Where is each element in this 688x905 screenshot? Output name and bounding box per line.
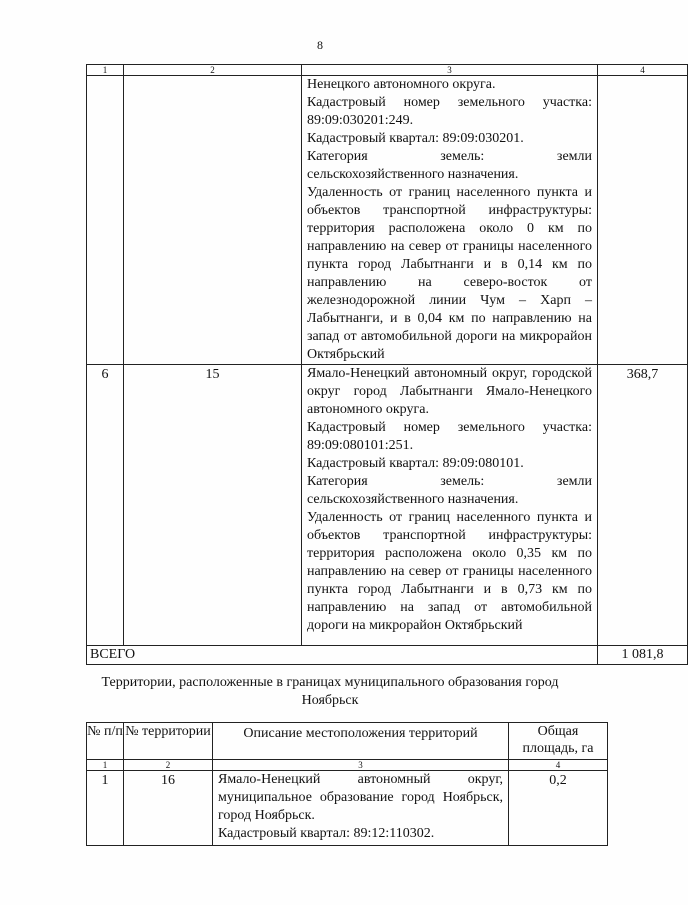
header-description: Описание местоположения территорий <box>213 723 509 760</box>
territories-table-noyabrsk <box>86 722 608 846</box>
header-num: № п/п <box>87 723 124 760</box>
col-number: 4 <box>598 65 688 76</box>
column-numbers-row <box>87 760 608 771</box>
territories-table-continued <box>86 64 688 665</box>
territory-description: Ямало-Ненецкий автономный округ, городской округ город Лабытнанги Ямало-Ненецкого автономного округа. Кадастровый номер земельного участка: 89:09:080101:251. Кадастровый квартал: 89:09:080101. Категория земель: земли сельскохозяйственного назначения. Удаленность от границ населенного пункта и объектов транспортной инфраструктуры: территория расположена около 0,35 км по направлению на север от границы населенного пункта город Лабытнанги и в 0,73 км по направлению на запад от автомобильной дороги на микрорайон Октябрьский <box>302 365 598 646</box>
col-number: 2 <box>124 65 302 76</box>
header-territory: № территории <box>124 723 213 760</box>
page-number: 8 <box>317 38 323 52</box>
total-row <box>87 646 688 665</box>
territory-description: Ненецкого автономного округа. Кадастровый номер земельного участка: 89:09:030201:249. Кадастровый квартал: 89:09:030201. Категория земель: земли сельскохозяйственного назначения. Удаленность от границ населенного пункта и объектов транспортной инфраструктуры: территория расположена около 0 км по направлению на север от границы населенного пункта город Лабытнанги и в 0,14 км по направлению на северо-восток от железнодорожной линии Чум – Харп – Лабытнанги, и в 0,04 км по направлению на запад от автомобильной дороги на микрорайон Октябрьский <box>302 76 598 365</box>
territory-number: 15 <box>124 365 302 646</box>
table-row <box>87 771 608 846</box>
header-row <box>87 723 608 760</box>
table-row <box>87 365 688 646</box>
col-number: 2 <box>124 760 213 771</box>
row-number: 6 <box>87 365 124 646</box>
territory-description: Ямало-Ненецкий автономный округ, муниципальное образование город Ноябрьск, город Ноябрьск. Кадастровый квартал: 89:12:110302. <box>213 771 509 846</box>
col-number: 3 <box>302 65 598 76</box>
column-numbers-row <box>87 65 688 76</box>
col-number: 1 <box>87 760 124 771</box>
total-value: 1 081,8 <box>598 646 688 665</box>
territory-number: 16 <box>124 771 213 846</box>
total-label: ВСЕГО <box>87 646 598 665</box>
table-row <box>87 76 688 365</box>
territory-area: 0,2 <box>509 771 608 846</box>
section-title: Территории, расположенные в границах муниципального образования город Ноябрьск <box>101 675 559 708</box>
col-number: 4 <box>509 760 608 771</box>
row-number: 1 <box>87 771 124 846</box>
col-number: 3 <box>213 760 509 771</box>
col-number: 1 <box>87 65 124 76</box>
territory-area: 368,7 <box>598 365 688 646</box>
header-area: Общая площадь, га <box>509 723 608 760</box>
